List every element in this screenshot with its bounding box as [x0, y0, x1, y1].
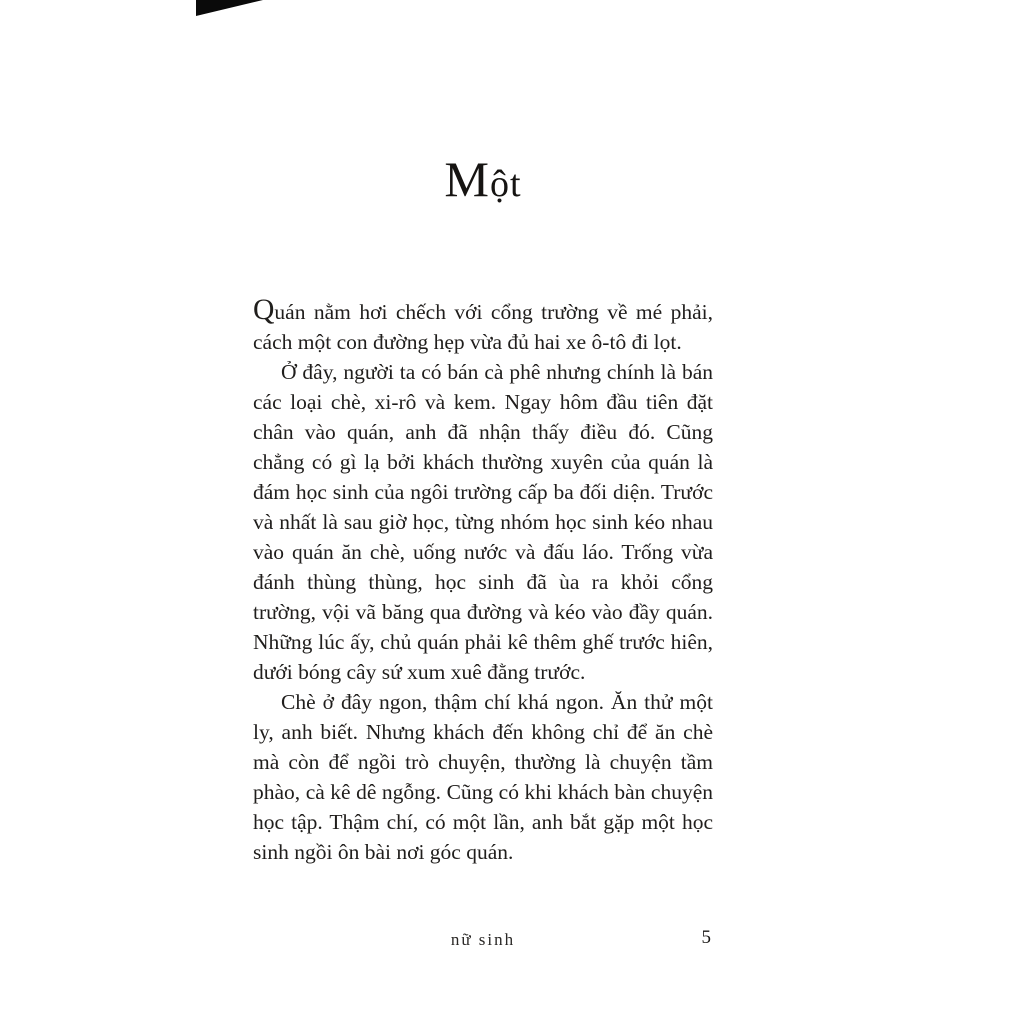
chapter-title: Một: [444, 151, 522, 207]
body-text: [253, 296, 713, 867]
text-column: [253, 0, 713, 867]
body-paragraph: Quán nằm hơi chếch với cổng trường về mé phải, cách một con đường hẹp vừa đủ hai xe ô-tô đi lọt.: [253, 294, 713, 354]
body-paragraph: Ở đây, người ta có bán cà phê nhưng chính là bán các loại chè, xi-rô và kem. Ngay hôm đầu tiên đặt chân vào quán, anh đã nhận thấy điều đó. Cũng chẳng có gì lạ bởi khách thường xuyên của quán là đám học sinh của ngôi trường cấp ba đối diện. Trước và nhất là sau giờ học, từng nhóm học sinh kéo nhau vào quán ăn chè, uống nước và đấu láo. Trống vừa đánh thùng thùng, học sinh đã ùa ra khỏi cổng trường, vội vã băng qua đường và kéo vào đầy quán. Những lúc ấy, chủ quán phải kê thêm ghế trước hiên, dưới bóng cây sứ xum xuê đằng trước.: [253, 360, 713, 684]
running-title: nữ sinh: [450, 930, 516, 949]
body-paragraph: Chè ở đây ngon, thậm chí khá ngon. Ăn thử một ly, anh biết. Nhưng khách đến không chỉ để ăn chè mà còn để ngồi trò chuyện, thường là chuyện tầm phào, cà kê dê ngỗng. Cũng có khi khách bàn chuyện học tập. Thậm chí, có một lần, anh bắt gặp một học sinh ngồi ôn bài nơi góc quán.: [253, 690, 713, 864]
page-footer: [253, 927, 713, 956]
page-number: 5: [701, 927, 711, 948]
